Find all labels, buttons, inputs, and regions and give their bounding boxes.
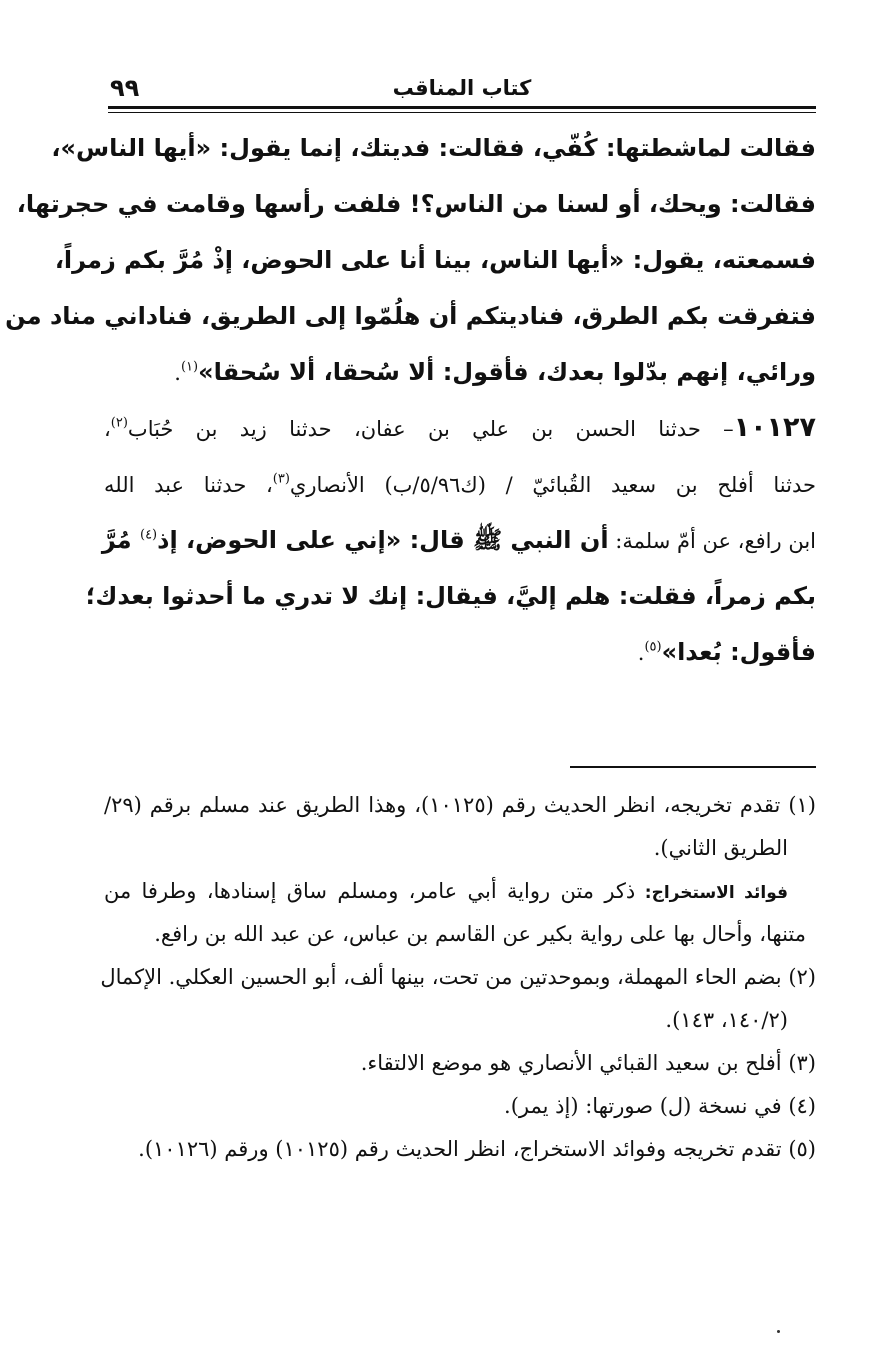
book-title: كتاب المناقب bbox=[392, 76, 532, 100]
text-line bbox=[51, 120, 816, 176]
footnote-line-text: فوائد الاستخراج: bbox=[635, 883, 788, 903]
text-line-text: مُرَّ bbox=[101, 526, 140, 554]
footnote-marker: (٥) bbox=[644, 639, 662, 655]
text-line-text: ورائي، إنهم بدّلوا بعدك، فأقول: ألا سُحقا، ألا سُحقا» bbox=[198, 358, 816, 386]
text-line-text: . bbox=[174, 361, 181, 385]
footnote-marker: (٢) bbox=[110, 415, 128, 431]
footnote-line bbox=[104, 870, 816, 913]
text-line bbox=[101, 512, 816, 568]
text-line-text: فأقول: بُعدا» bbox=[661, 638, 816, 666]
text-line bbox=[104, 400, 816, 456]
footnote-line-text: متنها، وأحال بها على رواية بكير عن القاسم بن عباس، عن عبد الله بن رافع. bbox=[154, 922, 806, 946]
text-line-text: فقالت: ويحك، أو لسنا من الناس؟! فلفت رأسها وقامت في حجرتها، bbox=[16, 190, 816, 218]
text-line bbox=[104, 456, 816, 512]
footnote-line-text: الطريق الثاني). bbox=[653, 836, 788, 860]
header-rule-thick bbox=[108, 106, 816, 109]
footnote-line-text: (٣) أفلح بن سعيد القبائي الأنصاري هو موضع الالتقاء. bbox=[360, 1051, 816, 1075]
text-line-text: – حدثنا الحسن بن علي بن عفان، حدثنا زيد بن حُبَاب bbox=[127, 417, 734, 441]
text-line-text: فسمعته، يقول: «أيها الناس، بينا أنا على الحوض، إذْ مُرَّ بكم زمراً، bbox=[54, 246, 816, 274]
text-line bbox=[54, 232, 816, 288]
footnote-line-text: (٥) تقدم تخريجه وفوائد الاستخراج، انظر الحديث رقم (١٠١٢٥) ورقم (١٠١٢٦). bbox=[138, 1137, 816, 1161]
footnote-line bbox=[104, 999, 816, 1042]
text-line bbox=[5, 288, 816, 344]
text-line bbox=[85, 568, 816, 624]
header-rule-thin bbox=[108, 112, 816, 113]
page-speck bbox=[777, 1330, 780, 1333]
text-line-text: ، bbox=[104, 417, 111, 441]
text-line bbox=[104, 344, 816, 400]
text-line-text: حدثنا أفلح بن سعيد القُبائيّ / (ك٥/٩٦/ب) الأنصاري bbox=[289, 473, 816, 497]
footnote-line bbox=[104, 1085, 816, 1128]
page-header bbox=[108, 74, 816, 104]
footnote-marker: (٣) bbox=[272, 471, 290, 487]
text-line-text: فقالت لماشطتها: كُفّي، فقالت: فديتك، إنما يقول: «أيها الناس»، bbox=[51, 134, 816, 162]
footnote-marker: (١) bbox=[180, 359, 199, 375]
text-line-text: ابن رافع، عن أمّ سلمة: bbox=[608, 529, 816, 553]
text-line-text: أن النبي ﷺ قال: «إني على الحوض، إذ bbox=[157, 526, 609, 554]
page-number: ٩٩ bbox=[110, 74, 140, 102]
footnote-line bbox=[104, 1128, 816, 1171]
footnote-line bbox=[104, 784, 816, 827]
text-line-text: ، حدثنا عبد الله bbox=[104, 473, 273, 497]
footnote-separator bbox=[570, 766, 816, 768]
footnote-line-text: (٤) في نسخة (ل) صورتها: (إذ يمر). bbox=[504, 1094, 816, 1118]
footnote-marker: (٤) bbox=[139, 527, 158, 543]
footnote-line-text: (١) تقدم تخريجه، انظر الحديث رقم (١٠١٢٥)، وهذا الطريق عند مسلم برقم (٢٩/ bbox=[104, 793, 816, 817]
footnote-line-text: (٢) بضم الحاء المهملة، وبموحدتين من تحت، بينها ألف، أبو الحسين العكلي. الإكمال bbox=[100, 965, 816, 989]
footnote-line bbox=[100, 956, 816, 999]
footnote-line-text: ذكر متن رواية أبي عامر، ومسلم ساق إسنادها، وطرفا من bbox=[104, 879, 636, 903]
text-line bbox=[16, 176, 816, 232]
text-line-text: بكم زمراً، فقلت: هلم إليَّ، فيقال: إنك لا تدري ما أحدثوا بعدك؛ bbox=[85, 582, 816, 610]
text-line-text: فتفرقت بكم الطرق، فناديتكم أن هلُمّوا إلى الطريق، فناداني مناد من bbox=[5, 302, 816, 330]
text-line-text: . bbox=[637, 641, 645, 665]
main-text bbox=[5, 120, 816, 680]
footnote-line-text: (١٤٠/٢، ١٤٣). bbox=[665, 1008, 788, 1032]
text-line-text: ١٠١٢٧ bbox=[733, 412, 816, 443]
footnotes bbox=[100, 784, 816, 1171]
text-line bbox=[104, 624, 816, 680]
footnote-line bbox=[104, 913, 816, 956]
footnote-line bbox=[104, 1042, 816, 1085]
footnote-line bbox=[104, 827, 816, 870]
